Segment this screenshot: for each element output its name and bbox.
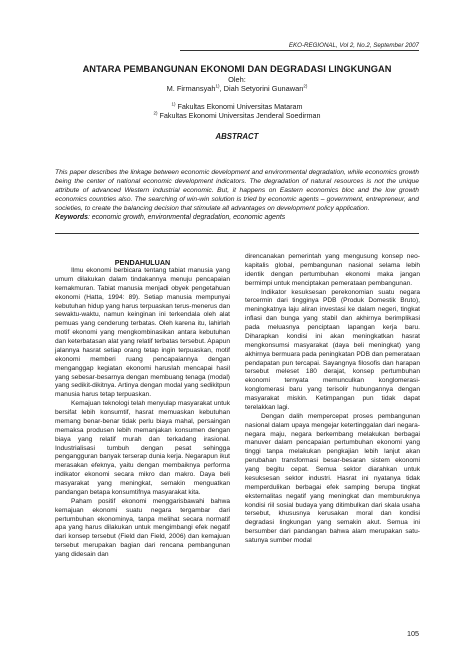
affiliation-2 [55, 111, 419, 120]
left-paragraph-1: Ilmu ekonomi berbicara tentang tabiat manusia yang umum dilakukan dalam tindakannya menuju pencapaian kemakmuran. Tabiat manusia menjadi obyek pengetahuan ekonomi (Hatta, 1994: 89). Setiap manusia mempunyai kebutuhan hidup yang harus terpuaskan terus-menerus dan sewaktu-waktu, namun keinginan ini terkendala oleh alat pemuas yang cenderung terbatas. Oleh karena itu, lahirlah motif ekonomi yang mengkombinasikan antara kebutuhan dan keterbatasan alat yang relatif terbatas tersebut. Apapun jalannya hasrat setiap orang tetap ingin terpuaskan, motif ekonomi memberi ruang pencapaiannya dengan menganggap kegiatan ekonomi haruslah mencapai hasil yang sebesar-besarnya dengan membuang tenaga (modal) yang sedikit-dikitnya. Artinya dengan modal yang sedikitpun manusia harus tetap terpuaskan. [55, 267, 230, 399]
right-column [245, 253, 420, 546]
abstract-text: This paper describes the linkage between economic development and environmental degradation, while economics growth being the center of national economic development indicators. The degradation of natural resources is not the unique attribute of advanced Western industrial economic. But, it happens on Eastern economics bloc and the low growth economics countries also. The searching of win-win solution is tried by economic agents – government, entrepreneur, and societies, to create the balancing decision that stimulate all advantages on development policy application. [55, 169, 419, 213]
section-rule [55, 233, 419, 234]
left-paragraph-2: Kemajuan teknologi telah menyulap masyarakat untuk bersifat lebih konsumtif, hasrat memuaskan kebutuhan memang benar-benar tidak perlu biaya mahal, persaingan memaksa produsen lebih memanjakan konsumen dengan biaya yang relatif murah dan terkadang irasional. Industrialisasi tumbuh dengan pesat sehingga pengangguran banyak terserap dunia kerja. Negarapun ikut merasakan efeknya, yaitu dengan membaiknya performa indikator ekonomi secara mikro dan makro. Daya beli masyarakat yang meningkat, semakin menguatkan pandangan betapa konsumtifnya masyarakat kita. [55, 400, 230, 496]
section-heading: PENDAHULUAN [114, 258, 171, 267]
abstract-heading: ABSTRACT [215, 132, 259, 141]
right-paragraph-2: Indikator kesuksesan perekonomian suatu negara tercermin dari tingginya PDB (Produk Domestik Bruto), meningkatnya laju aliran investasi ke dalam negeri, tingkat inflasi dan bunga yang stabil dan akhirnya berimplikasi pada meluasnya penciptaan lapangan kerja baru. Diharapkan kondisi ini akan meningkatkan hasrat mengkonsumsi masyarakat (daya beli meningkat) yang akhirnya bermuara pada peningkatan PDB dan pemerataan pendapatan pun tercapai. Sayangnya filosofis dan harapan tersebut meleset 180 derajat, konsep pertumbuhan ekonomi ternyata memunculkan konglomerasi-konglomerasi baru yang terisolir hubungannya dengan masyarakat miskin. Ketimpangan pun tidak dapat terelakkan lagi. [245, 288, 420, 411]
author-1-sup: 1) [215, 83, 220, 89]
journal-header: EKO-REGIONAL, Vol 2, No.2, September 2007 [288, 42, 419, 49]
affiliation-2-text: Fakultas Ekonomi Universitas Jenderal Soedirman [157, 111, 321, 120]
affiliation-1-text: Fakultas Ekonomi Universitas Mataram [175, 102, 303, 111]
right-paragraph-1: direncanakan pemerintah yang mengusung konsep neo-kapitalis global, pembangunan nasional selama lebih identik dengan pertumbuhan ekonomi maka jangan bermimpi untuk menciptakan pemerataan pembangunan. [245, 253, 420, 287]
affiliation-1 [55, 102, 419, 111]
author-2: , Diah Setyorini Gunawan [219, 84, 304, 93]
affiliation-1-sup: 1) [171, 101, 176, 107]
keywords-label: Keywords [55, 214, 88, 221]
by-label: Oleh: [228, 75, 246, 84]
header-rule [180, 50, 419, 51]
paper-title: ANTARA PEMBANGUNAN EKONOMI DAN DEGRADASI LINGKUNGAN [82, 64, 392, 74]
left-paragraph-3: Paham positif ekonomi menggarisbawahi bahwa kemajuan ekonomi suatu negara tergambar dari pertumbuhan ekonominya, tanpa melihat secara normatif apa yang harus dilakukan untuk mengimbangi efek negatif dari konsep tersebut (Field dan Field, 2006) dan kemajuan tersebut merupakan bagian dari rencana pembangunan yang didesain dan [55, 497, 230, 558]
title-block [55, 64, 419, 142]
page-number: 105 [407, 629, 419, 638]
right-paragraph-3: Dengan dalih mempercepat proses pembangunan nasional dalam upaya mengejar ketertinggalan dari negara-negara maju, negara berkembang melakukan berbagai manuver dalam pencapaian pertumbuhan ekonomi yang tinggi tanpa melakukan pengkajian lebih lanjut akan perubahan transformasi besar-besaran sistem ekonomi yang begitu cepat. Semua sektor diarahkan untuk kesuksesan sektor industri. Hasrat ini nyatanya tidak memperdulikan berbagai efek samping berupa tingkat eksternalitas negatif yang meningkat dan memburuknya kondisi riil sosial budaya yang ditimbulkan dari skala usaha tersebut, khususnya kerusakan moral dan kondisi degradasi lingkungan yang semakin akut. Semua ini bersumber dari pandangan bahwa alam merupakan satu-satunya sumber modal [245, 412, 420, 544]
affiliations [55, 102, 419, 120]
authors [55, 84, 419, 93]
author-2-sup: 2) [303, 83, 308, 89]
left-column [55, 258, 230, 560]
keywords [55, 213, 419, 222]
affiliation-2-sup: 2) [153, 110, 158, 116]
author-1: M. Firmansyah [166, 84, 216, 93]
keywords-text: : economic growth, environmental degradation, economic agents [87, 214, 286, 221]
